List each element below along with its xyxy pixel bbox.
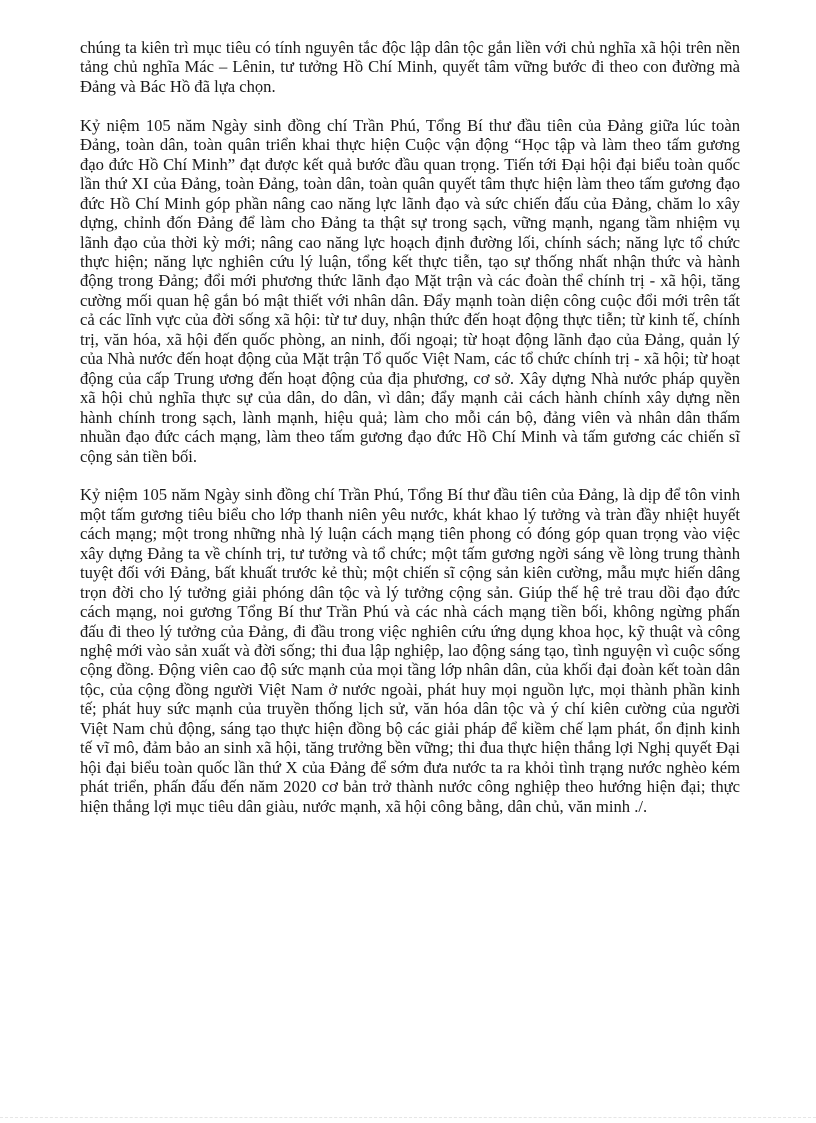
document-body [80, 38, 740, 836]
paragraph-continuation: chúng ta kiên trì mục tiêu có tính nguyên tắc độc lập dân tộc gắn liền với chủ nghĩa xã hội trên nền tảng chủ nghĩa Mác – Lênin, tư tưởng Hồ Chí Minh, quyết tâm vững bước đi theo con đường mà Đảng và Bác Hồ đã lựa chọn. [80, 38, 740, 96]
paragraph-anniversary-youth: Kỷ niệm 105 năm Ngày sinh đồng chí Trần Phú, Tổng Bí thư đầu tiên của Đảng, là dịp để tôn vinh một tấm gương tiêu biểu cho lớp thanh niên yêu nước, khát khao lý tưởng và tràn đầy nhiệt huyết cách mạng; một trong những nhà lý luận cách mạng tiên phong có đóng góp quan trọng vào việc xây dựng Đảng ta về chính trị, tư tưởng và tổ chức; một tấm gương ngời sáng về lòng trung thành tuyệt đối với Đảng, bất khuất trước kẻ thù; một chiến sĩ cộng sản kiên cường, mẫu mực hiến dâng trọn đời cho lý tưởng giải phóng dân tộc và lý tưởng cộng sản. Giúp thế hệ trẻ trau dồi đạo đức cách mạng, noi gương Tổng Bí thư Trần Phú và các nhà cách mạng tiền bối, không ngừng phấn đấu đi theo lý tưởng của Đảng, đi đầu trong việc nghiên cứu ứng dụng khoa học, kỹ thuật và công nghệ mới vào sản xuất và đời sống; thi đua lập nghiệp, lao động sáng tạo, tình nguyện vì cuộc sống cộng đồng. Động viên cao độ sức mạnh của mọi tầng lớp nhân dân, của khối đại đoàn kết toàn dân tộc, của cộng đồng người Việt Nam ở nước ngoài, phát huy mọi nguồn lực, mọi thành phần kinh tế; phát huy sức mạnh của truyền thống lịch sử, văn hóa dân tộc và ý chí kiên cường của người Việt Nam chủ động, sáng tạo thực hiện đồng bộ các giải pháp để kiềm chế lạm phát, ổn định kinh tế vĩ mô, đảm bảo an sinh xã hội, tăng trưởng bền vững; thi đua thực hiện thắng lợi Nghị quyết Đại hội đại biểu toàn quốc lần thứ X của Đảng để sớm đưa nước ta ra khỏi tình trạng nước nghèo kém phát triển, phấn đấu đến năm 2020 cơ bản trở thành nước công nghiệp theo hướng hiện đại; thực hiện thắng lợi mục tiêu dân giàu, nước mạnh, xã hội công bằng, dân chủ, văn minh ./. [80, 485, 740, 816]
paragraph-anniversary-party: Kỷ niệm 105 năm Ngày sinh đồng chí Trần Phú, Tổng Bí thư đầu tiên của Đảng giữa lúc toàn Đảng, toàn dân, toàn quân triển khai thực hiện Cuộc vận động “Học tập và làm theo tấm gương đạo đức Hồ Chí Minh” đạt được kết quả bước đầu quan trọng. Tiến tới Đại hội đại biểu toàn quốc lần thứ XI của Đảng, toàn Đảng, toàn dân, toàn quân quyết tâm thực hiện làm theo tấm gương đạo đức Hồ Chí Minh góp phần nâng cao năng lực lãnh đạo và sức chiến đấu của Đảng, chăm lo xây dựng, chỉnh đốn Đảng để làm cho Đảng ta thật sự trong sạch, vững mạnh, ngang tầm nhiệm vụ lãnh đạo của thời kỳ mới; nâng cao năng lực hoạch định đường lối, chính sách; năng lực tổ chức thực hiện; năng lực nghiên cứu lý luận, tổng kết thực tiễn, tạo sự thống nhất nhận thức và hành động trong Đảng; đổi mới phương thức lãnh đạo Mặt trận và các đoàn thể chính trị - xã hội, tăng cường mối quan hệ gắn bó mật thiết với nhân dân. Đẩy mạnh toàn diện công cuộc đổi mới trên tất cả các lĩnh vực của đời sống xã hội: từ tư duy, nhận thức đến hoạt động thực tiễn; từ kinh tế, chính trị, văn hóa, xã hội đến quốc phòng, an ninh, đối ngoại; từ hoạt động lãnh đạo của Đảng, quản lý của Nhà nước đến hoạt động của Mặt trận Tổ quốc Việt Nam, các tổ chức chính trị - xã hội; từ hoạt động của cấp Trung ương đến hoạt động của địa phương, cơ sở. Xây dựng Nhà nước pháp quyền xã hội chủ nghĩa thực sự của dân, do dân, vì dân; đẩy mạnh cải cách hành chính xây dựng nền hành chính trong sạch, lành mạnh, hiệu quả; làm cho mỗi cán bộ, đảng viên và nhân dân thấm nhuần đạo đức cách mạng, làm theo tấm gương đạo đức Hồ Chí Minh và tấm gương các chiến sĩ cộng sản tiền bối. [80, 115, 740, 466]
page-bottom-edge [0, 1117, 816, 1118]
